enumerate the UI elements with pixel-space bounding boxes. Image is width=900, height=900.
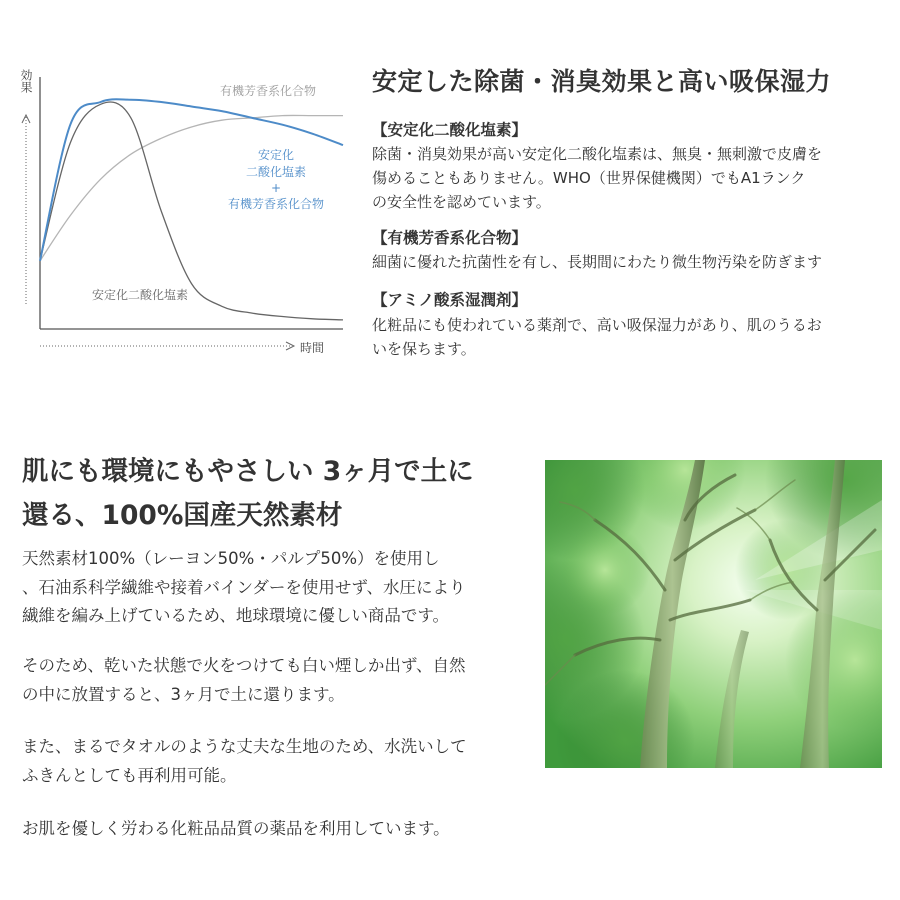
ingredient-desc-chlorine: [372, 142, 892, 214]
label-aromatic: 有機芳香系化合物: [220, 84, 317, 98]
ingredient-desc-line: 化粧品にも使われている薬剤で、高い吸保湿力があり、肌のうるお: [372, 316, 822, 334]
x-axis-label: 時間: [300, 341, 325, 355]
paragraph-material: [22, 545, 542, 631]
section2-title-line: 還る、100%国産天然素材: [22, 500, 343, 531]
ingredient-title-aromatic: 【有機芳香系化合物】: [372, 229, 528, 247]
effect-over-time-chart: [0, 55, 345, 365]
paragraph-reusable: [22, 733, 542, 790]
ingredient-desc-line: 除菌・消臭効果が高い安定化二酸化塩素は、無臭・無刺激で皮膚を: [372, 145, 823, 163]
label-chlorine: 安定化二酸化塩素: [92, 288, 189, 302]
paragraph-cosmetic-quality: [22, 815, 542, 844]
y-axis-label: 効果: [19, 69, 33, 93]
paragraph-biodegradable: [22, 652, 542, 709]
label-combined-line2: 二酸化塩素: [245, 165, 307, 179]
ingredient-desc-amino: [372, 313, 892, 361]
ingredient-desc-line: 傷めることもありません。WHO（世界保健機関）でもA1ランク: [372, 169, 806, 187]
label-combined-line1: 安定化: [257, 148, 295, 162]
paragraph-line: ふきんとしても再利用可能。: [22, 765, 237, 785]
ingredient-desc-aromatic: [372, 250, 892, 274]
paragraph-line: 繊維を編み上げているため、地球環境に優しい商品です。: [22, 606, 450, 625]
ingredient-desc-line: 細菌に優れた抗菌性を有し、長期間にわたり微生物汚染を防ぎます: [372, 253, 823, 271]
paragraph-line: また、まるでタオルのような丈夫な生地のため、水洗いして: [22, 737, 467, 756]
section2-title-line: 肌にも環境にもやさしい 3ヶ月で土に: [22, 456, 474, 487]
ingredient-title-amino: 【アミノ酸系湿潤剤】: [372, 291, 528, 309]
ingredient-title-chlorine: 【安定化二酸化塩素】: [372, 121, 528, 139]
series-line-combined: [40, 99, 343, 261]
section2-title: [22, 450, 542, 538]
label-combined-line3: +: [270, 181, 282, 195]
paragraph-line: の中に放置すると、3ヶ月で土に還ります。: [22, 684, 345, 704]
paragraph-line: そのため、乾いた状態で火をつけても白い煙しか出ず、自然: [22, 656, 466, 675]
ingredient-desc-line: いを保ちます。: [372, 340, 476, 358]
y-arrow-head: [22, 115, 30, 123]
paragraph-line: 天然素材100%（レーヨン50%・パルプ50%）を使用し: [22, 549, 440, 568]
paragraph-line: 、石油系科学繊維や接着バインダーを使用せず、水圧により: [22, 577, 466, 597]
section1-title: 安定した除菌・消臭効果と高い吸保湿力: [372, 67, 832, 96]
forest-canopy-photo: [545, 460, 882, 768]
paragraph-line: お肌を優しく労わる化粧品品質の薬品を利用しています。: [22, 819, 450, 838]
series-line-aromatic: [40, 115, 343, 260]
label-combined-line4: 有機芳香系化合物: [227, 197, 325, 211]
label-combined: [228, 147, 324, 211]
ingredient-desc-line: の安全性を認めています。: [372, 193, 551, 211]
